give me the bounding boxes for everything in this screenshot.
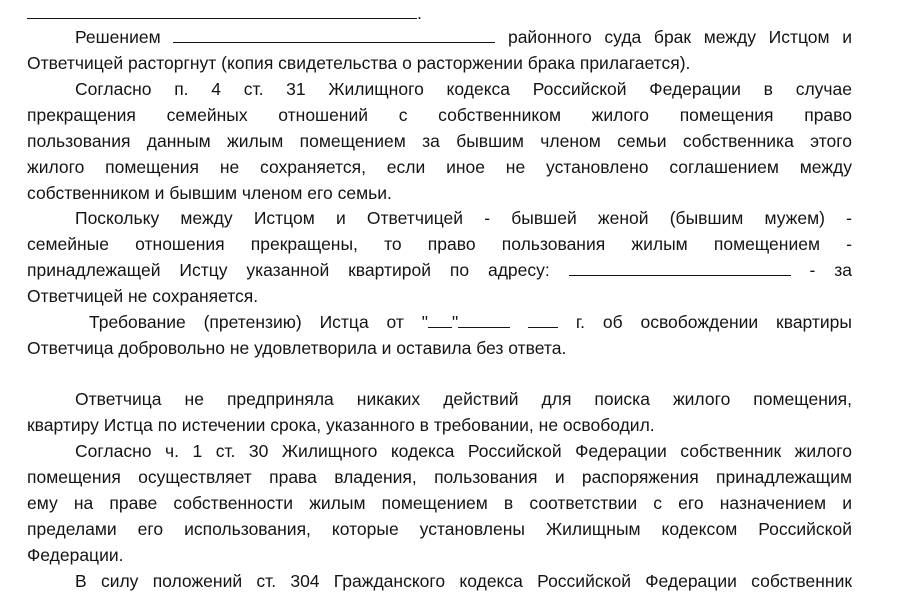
paragraph-6-line-5: Федерации. xyxy=(27,545,124,565)
blank-field xyxy=(27,0,417,19)
paragraph-3-line-3 xyxy=(27,257,852,283)
paragraph-6-line-4: пределами его использования, которые установлены Жилищным кодексом Российской xyxy=(27,519,852,539)
paragraph-5-line-2: квартиру Истца по истечении срока, указанного в требовании, не освободил. xyxy=(27,415,655,435)
paragraph-6-line-3: ему на праве собственности жилым помещением в соответствии с его назначением и xyxy=(27,493,852,513)
blank-day xyxy=(428,309,452,328)
paragraph-1-line-1 xyxy=(27,24,852,50)
paragraph-3-line-2: семейные отношения прекращены, то право пользования жилым помещением - xyxy=(27,234,852,254)
text-fragment: - за xyxy=(809,260,853,280)
paragraph-7-line-1: В силу положений ст. 304 Гражданского кодекса Российской Федерации собственник xyxy=(75,571,852,591)
claim-date-close: " xyxy=(451,312,459,332)
blank-year xyxy=(528,309,558,328)
top-line-period: . xyxy=(417,3,422,23)
paragraph-5-line-1: Ответчица не предприняла никаких действий для поиска жилого помещения, xyxy=(75,389,852,409)
text-fragment: районного суда брак между Истцом и xyxy=(507,27,852,47)
text-fragment: принадлежащей Истцу указанной квартирой по адресу: xyxy=(27,260,550,280)
paragraph-2-line-3: пользования данным жилым помещением за бывшим членом семьи собственника этого xyxy=(27,131,852,151)
blank-court-name xyxy=(173,24,495,43)
paragraph-4-line-2: Ответчица добровольно не удовлетворила и оставила без ответа. xyxy=(27,338,567,358)
text-fragment: г. об освобождении квартиры xyxy=(575,312,852,332)
paragraph-3-line-1: Поскольку между Истцом и Ответчицей - бывшей женой (бывшим мужем) - xyxy=(75,208,852,228)
text-fragment: Решением xyxy=(75,27,161,47)
paragraph-2-line-1: Согласно п. 4 ст. 31 Жилищного кодекса Российской Федерации в случае xyxy=(75,79,852,99)
blank-month xyxy=(458,309,510,328)
paragraph-4-line-1 xyxy=(27,309,852,335)
blank-address xyxy=(569,257,791,276)
top-blank-line xyxy=(27,0,422,26)
paragraph-2-line-2: прекращения семейных отношений с собственником жилого помещения право xyxy=(27,105,852,125)
paragraph-3-line-4: Ответчицей не сохраняется. xyxy=(27,286,259,306)
claim-date-open: Требование (претензию) Истца от " xyxy=(89,312,428,332)
paragraph-2-line-5: собственником и бывшим членом его семьи. xyxy=(27,183,392,203)
paragraph-2-line-4: жилого помещения не сохраняется, если иное не установлено соглашением между xyxy=(27,157,852,177)
text-fragment xyxy=(89,312,510,332)
paragraph-1-line-2: Ответчицей расторгнут (копия свидетельства о расторжении брака прилагается). xyxy=(27,53,691,73)
paragraph-6-line-1: Согласно ч. 1 ст. 30 Жилищного кодекса Российской Федерации собственник жилого xyxy=(75,441,852,461)
paragraph-6-line-2: помещения осуществляет права владения, пользования и распоряжения принадлежащим xyxy=(27,467,852,487)
